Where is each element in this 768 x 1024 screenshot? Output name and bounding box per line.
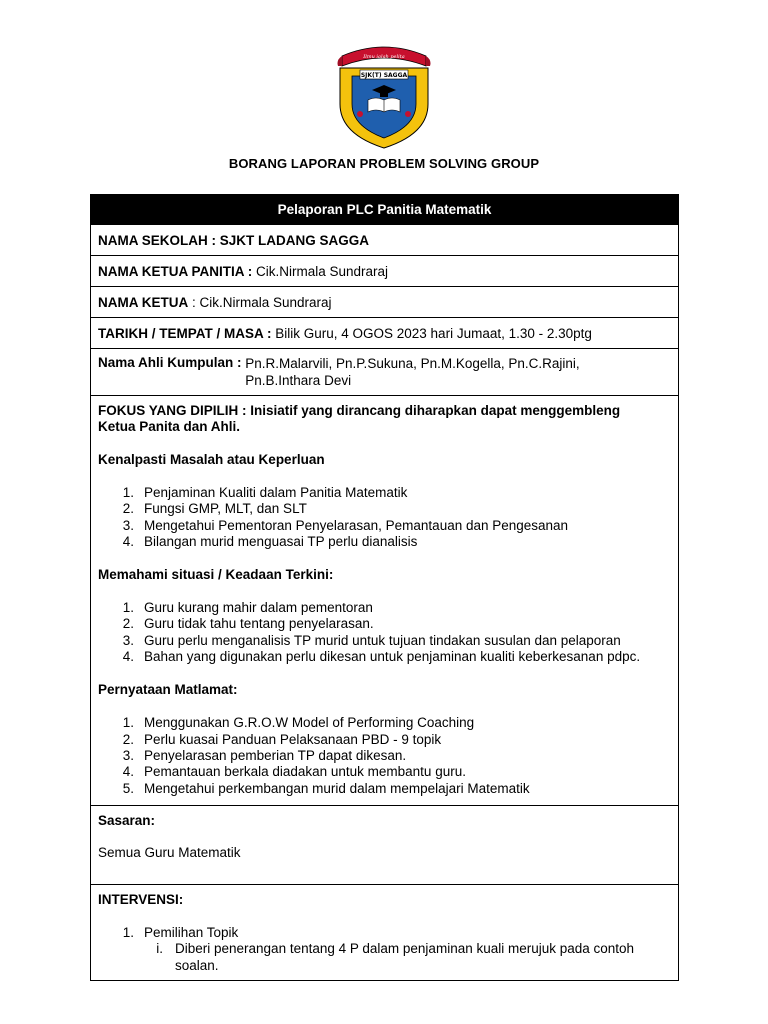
nama-ketua-label: NAMA KETUA <box>98 294 189 310</box>
row-nama-ketua <box>91 287 678 318</box>
ahli-kumpulan-line2: Pn.B.Inthara Devi <box>245 373 352 388</box>
table-header-text: Pelaporan PLC Panitia Matematik <box>277 202 492 217</box>
row-ahli-kumpulan <box>91 349 678 396</box>
ahli-kumpulan-line1: Pn.R.Malarvili, Pn.P.Sukuna, Pn.M.Kogella, Pn.C.Rajini, <box>245 356 580 371</box>
row-nama-sekolah <box>91 225 678 256</box>
list-item: 3. Penyelarasan pemberian TP dapat dikesan. <box>122 747 407 763</box>
sasaran-heading: Sasaran: <box>98 812 156 828</box>
list-item: 2. Perlu kuasai Panduan Pelaksanaan PBD - 9 topik <box>122 731 442 747</box>
memahami-heading: Memahami situasi / Keadaan Terkini: <box>98 567 334 583</box>
tarikh-label: TARIKH / TEMPAT / MASA : <box>98 325 272 341</box>
nama-ketua-value: : Cik.Nirmala Sundraraj <box>188 294 332 310</box>
list-item: 5. Mengetahui perkembangan murid dalam mempelajari Matematik <box>122 780 530 796</box>
logo-banner-text: Ilmu ialah pelita <box>363 54 405 60</box>
school-crest-logo <box>334 42 434 150</box>
ketua-panitia-label: NAMA KETUA PANITIA : <box>98 263 253 279</box>
ketua-panitia-value: Cik.Nirmala Sundraraj <box>252 263 389 279</box>
intervensi-subitem: i. Diberi penerangan tentang 4 P dalam penjaminan kuali merujuk pada contoh soalan. <box>156 941 635 973</box>
row-tarikh <box>91 318 678 349</box>
tarikh-value: Bilik Guru, 4 OGOS 2023 hari Jumaat, 1.30 - 2.30ptg <box>271 325 592 341</box>
list-item: 4. Pemantauan berkala diadakan untuk membantu guru. <box>122 764 466 780</box>
list-item: 1. Pemilihan Topik <box>122 924 239 940</box>
list-item: 2. Guru tidak tahu tentang penyelarasan. <box>122 616 374 632</box>
list-item: 4. Bilangan murid menguasai TP perlu dianalisis <box>122 533 418 549</box>
intervensi-list <box>98 925 671 941</box>
row-ketua-panitia <box>91 256 678 287</box>
intervensi-heading: INTERVENSI: <box>98 891 184 907</box>
list-item: 4. Bahan yang digunakan perlu dikesan untuk penjaminan kualiti keberkesanan pdpc. <box>122 649 641 665</box>
report-form-table <box>90 194 679 981</box>
list-item: 3. Mengetahui Pementoran Penyelarasan, Pemantauan dan Pengesanan <box>122 517 569 533</box>
kenalpasti-heading: Kenalpasti Masalah atau Keperluan <box>98 452 325 467</box>
row-intervensi <box>91 885 678 980</box>
pernyataan-list <box>98 715 671 796</box>
list-item: 2. Fungsi GMP, MLT, dan SLT <box>122 501 307 517</box>
kenalpasti-list <box>98 485 671 550</box>
memahami-list <box>98 600 671 665</box>
ahli-kumpulan-label: Nama Ahli Kumpulan : <box>98 355 246 370</box>
row-sasaran <box>91 806 678 885</box>
list-item: 1. Guru kurang mahir dalam pementoran <box>122 600 373 616</box>
table-header <box>91 195 678 225</box>
list-item: 1. Menggunakan G.R.O.W Model of Performing Coaching <box>122 715 475 731</box>
row-fokus <box>91 396 678 806</box>
list-item: 3. Guru perlu menganalisis TP murid untuk tujuan tindakan susulan dan pelaporan <box>122 632 621 648</box>
fokus-line2: Ketua Panita dan Ahli. <box>98 419 241 434</box>
pernyataan-heading: Pernyataan Matlamat: <box>98 682 238 698</box>
logo-school-label: SJK(T) SAGGA <box>360 72 408 79</box>
sasaran-value: Semua Guru Matematik <box>98 844 241 860</box>
nama-sekolah-text: NAMA SEKOLAH : SJKT LADANG SAGGA <box>98 232 370 248</box>
list-item: 1. Penjaminan Kualiti dalam Panitia Matematik <box>122 485 408 500</box>
document-title: BORANG LAPORAN PROBLEM SOLVING GROUP <box>228 156 540 171</box>
fokus-line1: FOKUS YANG DIPILIH : Inisiatif yang dirancang diharapkan dapat menggembleng <box>98 403 621 418</box>
